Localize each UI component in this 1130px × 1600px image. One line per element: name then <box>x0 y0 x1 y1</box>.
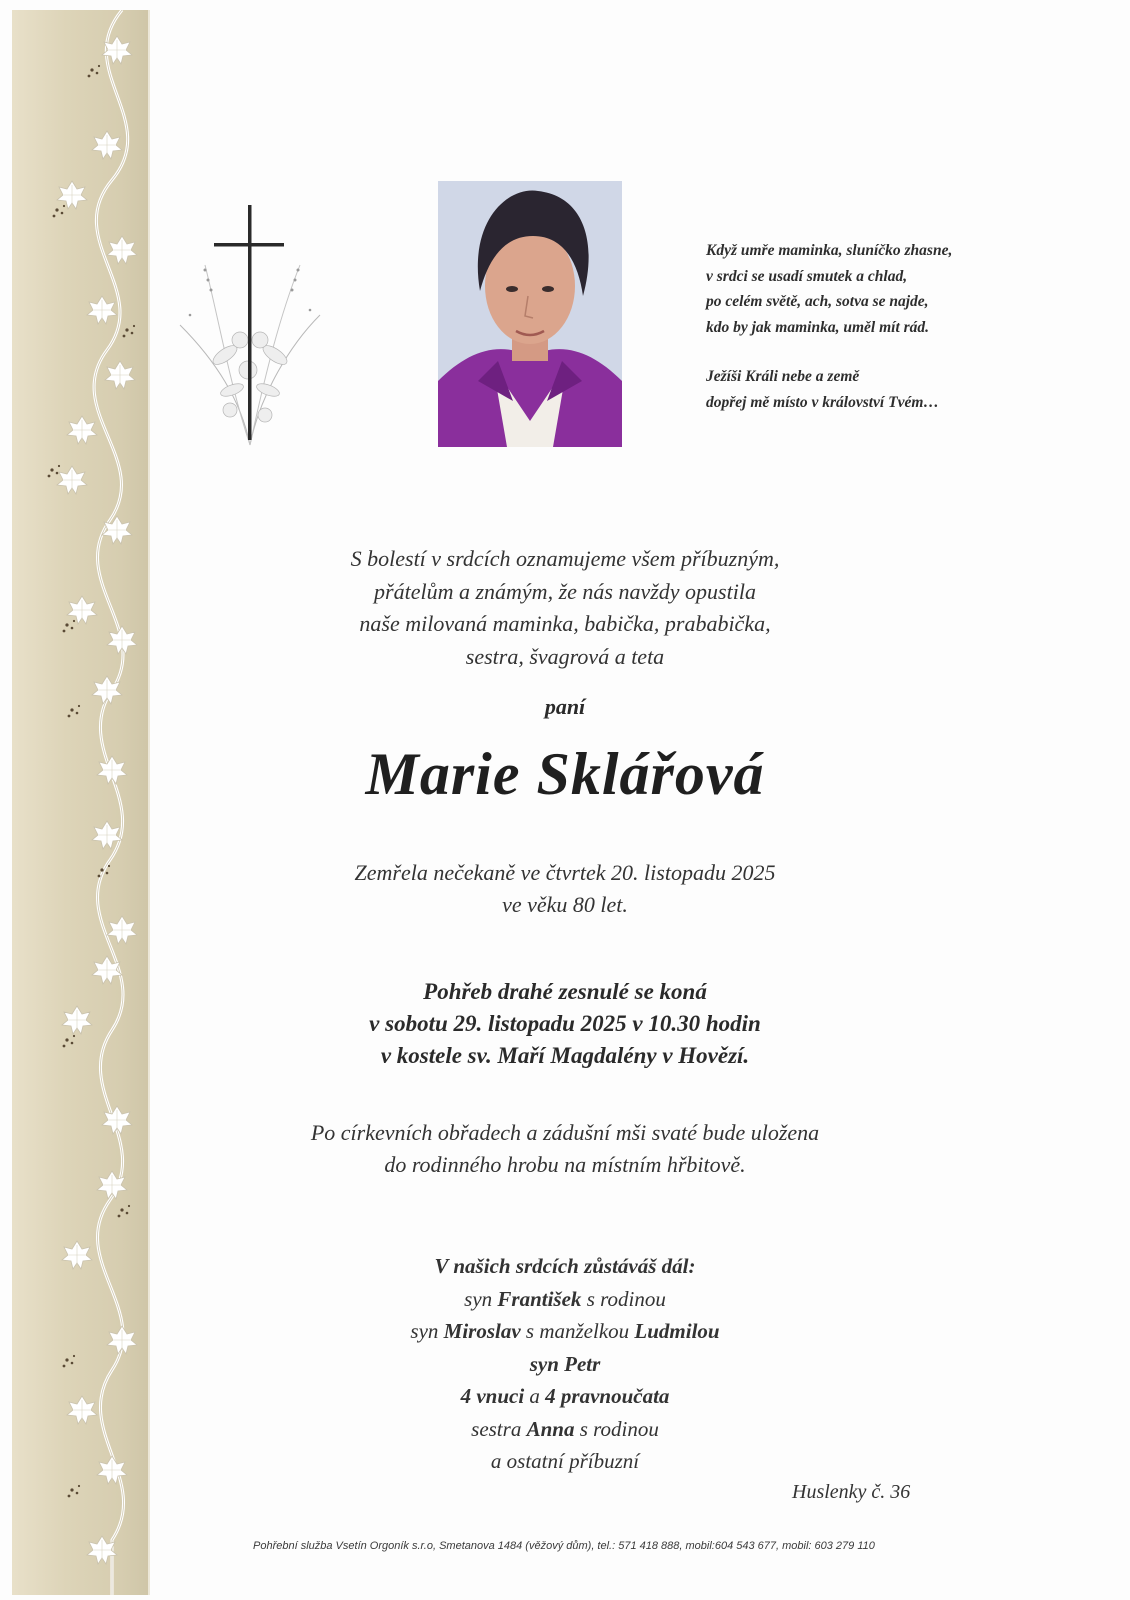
burial-line: do rodinného hrobu na místním hřbitově. <box>384 1152 746 1177</box>
mourner-suffix: a <box>524 1384 546 1408</box>
poem-line: kdo by jak maminka, uměl mít rád. <box>706 318 930 336</box>
announcement-line: přátelům a známým, že nás navždy opustila <box>374 578 756 604</box>
poem-line: v srdci se usadí smutek a chlad, <box>706 267 908 285</box>
mourner-name: 4 pravnoučata <box>545 1384 670 1408</box>
home-address: Huslenky č. 36 <box>792 1481 911 1503</box>
mourner-row <box>160 1348 970 1381</box>
burial-line: Po církevních obřadech a zádušní mši svaté bude uložena <box>310 1120 820 1145</box>
mourner-name: František <box>497 1286 582 1311</box>
mourner-row <box>160 1315 970 1348</box>
mourner-suffix: s rodinou <box>581 1286 666 1311</box>
ivy-vine-ornament <box>12 10 148 1595</box>
death-line: ve věku 80 let. <box>502 892 628 917</box>
mourner-relation: syn <box>464 1286 498 1311</box>
announcement-line: S bolestí v srdcích oznamujeme všem příbuzným, <box>350 546 780 571</box>
death-notice <box>160 857 970 921</box>
mourner-name: Anna <box>526 1416 575 1441</box>
mourner-name: 4 vnuci <box>460 1384 525 1408</box>
cross-icon <box>214 205 284 440</box>
poem-stanza <box>706 364 1066 415</box>
funeral-details <box>160 976 970 1072</box>
announcement-line: sestra, švagrová a teta <box>465 643 665 669</box>
mourner-row <box>160 1413 970 1446</box>
burial-details <box>160 1117 970 1181</box>
mourner-name: syn Petr <box>529 1351 601 1376</box>
honorific: paní <box>544 694 586 719</box>
cross-with-flowers <box>170 205 330 460</box>
deceased-name: Marie Sklářová <box>365 741 765 807</box>
funeral-line: v kostele sv. Maří Magdalény v Hovězí. <box>380 1043 750 1068</box>
announcement-line: naše milovaná maminka, babička, prababička, <box>359 611 771 636</box>
funeral-line: Pohřeb drahé zesnulé se koná <box>423 979 707 1004</box>
mourner-name: Miroslav <box>443 1319 521 1343</box>
poem-line: po celém světě, ach, sotva se najde, <box>706 293 929 310</box>
funeral-line: v sobotu 29. listopadu 2025 v 10.30 hodin <box>369 1011 761 1036</box>
border-edge <box>148 10 150 1595</box>
mourners-list <box>160 1250 970 1478</box>
funeral-service-footer: Pohřební služba Vsetín Orgoník s.r.o, Smetanova 1484 (věžový dům), tel.: 571 418 888, mobil:604 543 677, mobil: 603 279 110 <box>253 1540 875 1552</box>
ivy-border <box>12 10 148 1595</box>
mourner-relation: syn <box>410 1319 444 1343</box>
announcement-text <box>160 543 970 673</box>
mourner-name: Ludmilou <box>634 1319 720 1343</box>
poem-line: Když umře maminka, sluníčko zhasne, <box>706 242 953 259</box>
mourner-row <box>160 1445 970 1478</box>
mourner-row <box>160 1380 970 1413</box>
poem-line: Ježíši Králi nebe a země <box>706 368 860 385</box>
portrait-photo <box>438 181 622 447</box>
mourner-suffix: s manželkou <box>520 1319 635 1343</box>
mourners-heading: V našich srdcích zůstáváš dál: <box>434 1254 696 1278</box>
poem-line: dopřej mě místo v království Tvém… <box>706 393 939 411</box>
poem <box>706 238 1066 439</box>
poem-stanza <box>706 238 1066 340</box>
death-line: Zemřela nečekaně ve čtvrtek 20. listopadu 2025 <box>354 860 776 885</box>
mourner-row <box>160 1283 970 1316</box>
mourner-relation: sestra <box>471 1416 527 1441</box>
mourner-suffix: s rodinou <box>574 1416 659 1441</box>
mourner-relation: a ostatní příbuzní <box>490 1449 640 1473</box>
